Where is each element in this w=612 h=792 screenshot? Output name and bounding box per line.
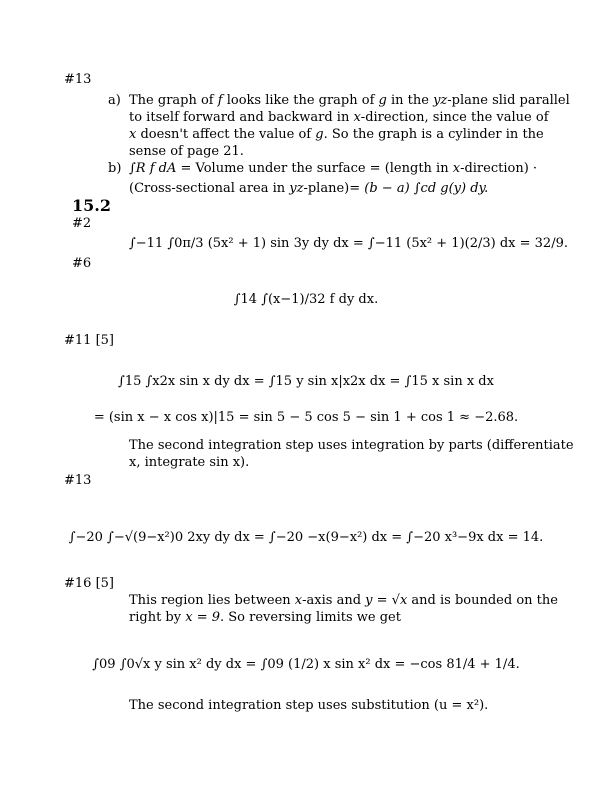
problem-16-label: #16 [5] <box>64 576 114 591</box>
problem-6-label: #6 <box>72 256 92 271</box>
part-a-line-2: to itself forward and backward in x-direction, since the value of <box>129 110 549 125</box>
problem-2-label: #2 <box>72 216 92 231</box>
part-b-line-2: (Cross-sectional area in yz-plane)= (b − a) ∫cd g(y) dy. <box>129 181 489 196</box>
problem-13b-label: #13 <box>64 473 92 488</box>
problem-11-equation-1: ∫15 ∫x2x sin x dy dx = ∫15 y sin x|x2x dx = ∫15 x sin x dx <box>118 374 494 389</box>
problem-11-note-line-1: The second integration step uses integration by parts (differentiate <box>129 438 574 453</box>
problem-11-note-line-2: x, integrate sin x). <box>129 455 250 470</box>
problem-11-equation-2: = (sin x − x cos x)|15 = sin 5 − 5 cos 5 − sin 1 + cos 1 ≈ −2.68. <box>93 410 519 425</box>
part-b-line-2-expr: (b − a) ∫cd g(y) dy. <box>364 181 489 196</box>
part-b-integral-expr: ∫R f dA <box>129 161 177 176</box>
problem-2-equation: ∫−11 ∫0π/3 (5x² + 1) sin 3y dy dx = ∫−11 (5x² + 1)(2/3) dx = 32/9. <box>129 236 568 251</box>
section-heading: 15.2 <box>72 196 111 215</box>
problem-16-line-1: This region lies between x-axis and y = √x and is bounded on the <box>129 593 558 608</box>
part-b-marker: b) <box>108 161 122 176</box>
problem-16-note: The second integration step uses substitution (u = x²). <box>129 698 489 713</box>
problem-11-label: #11 [5] <box>64 333 114 348</box>
problem-16-equation: ∫09 ∫0√x y sin x² dy dx = ∫09 (1/2) x sin x² dx = −cos 81/4 + 1/4. <box>92 657 520 672</box>
problem-6-equation: ∫14 ∫(x−1)/32 f dy dx. <box>233 292 379 307</box>
part-a-line-4: sense of page 21. <box>129 144 244 159</box>
part-a-marker: a) <box>108 93 121 108</box>
part-a-line-3: x doesn't affect the value of g. So the graph is a cylinder in the <box>129 127 544 142</box>
problem-13-label: #13 <box>64 72 92 87</box>
part-b-line-1: ∫R f dA = Volume under the surface = (length in x-direction) · <box>129 161 538 176</box>
problem-13b-equation: ∫−20 ∫−√(9−x²)0 2xy dy dx = ∫−20 −x(9−x²) dx = ∫−20 x³−9x dx = 14. <box>68 530 544 545</box>
part-a-line-1: The graph of f looks like the graph of g in the yz-plane slid parallel <box>129 93 570 108</box>
problem-16-line-2: right by x = 9. So reversing limits we get <box>129 610 401 625</box>
